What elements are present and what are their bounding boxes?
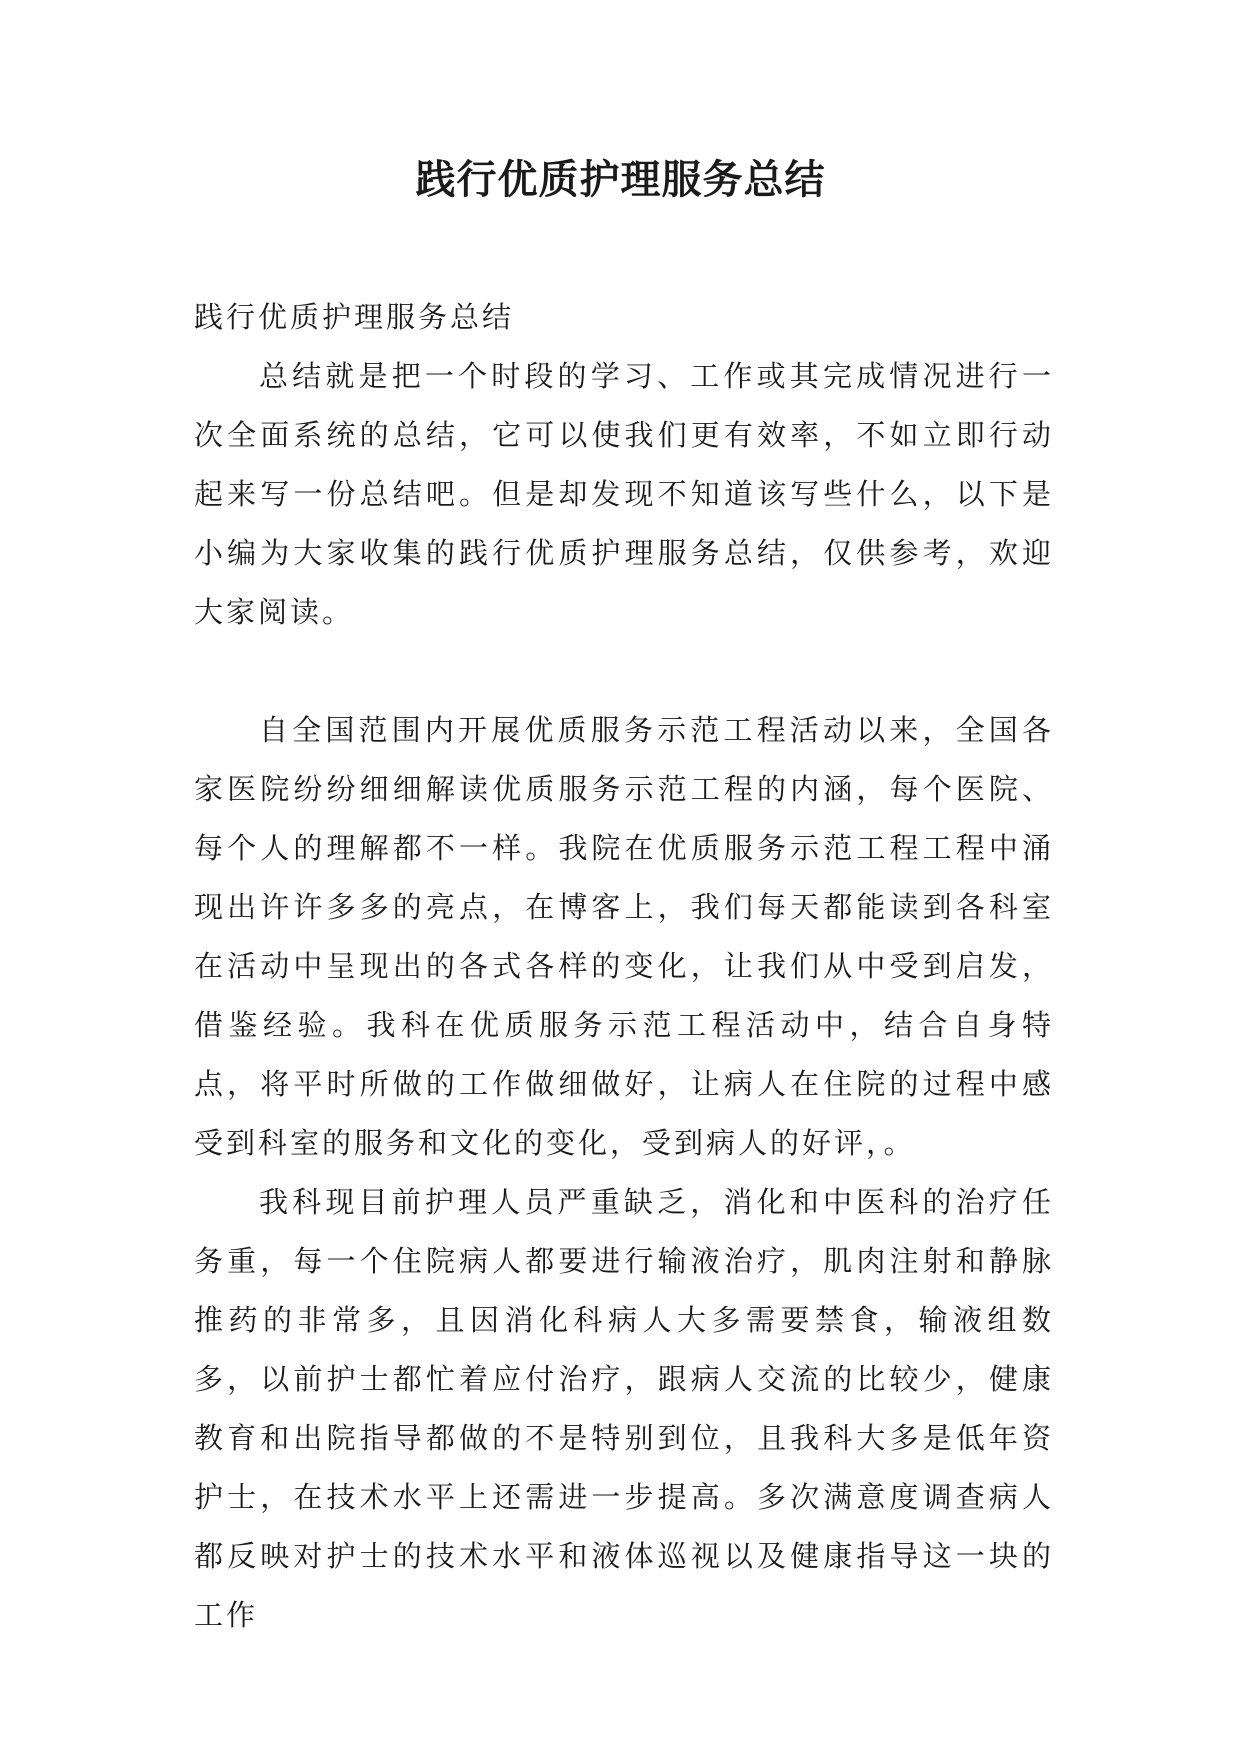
document-body xyxy=(194,288,1054,1645)
paragraph-gap xyxy=(194,642,1054,701)
paragraph-activity: 自全国范围内开展优质服务示范工程活动以来，全国各家医院纷纷细细解读优质服务示范工程的内涵，每个医院、每个人的理解都不一样。我院在优质服务示范工程工程中涌现出许许多多的亮点，在博客上，我们每天都能读到各科室在活动中呈现出的各式各样的变化，让我们从中受到启发，借鉴经验。我科在优质服务示范工程活动中，结合自身特点，将平时所做的工作做细做好，让病人在住院的过程中感受到科室的服务和文化的变化，受到病人的好评，。 xyxy=(194,713,1054,1160)
document-title: 践行优质护理服务总结 xyxy=(415,157,826,203)
document-subtitle: 践行优质护理服务总结 xyxy=(194,300,515,334)
paragraph-intro: 总结就是把一个时段的学习、工作或其完成情况进行一次全面系统的总结，它可以使我们更有效率，不如立即行动起来写一份总结吧。但是却发现不知道该写些什么，以下是小编为大家收集的践行优质护理服务总结，仅供参考，欢迎大家阅读。 xyxy=(194,359,1054,629)
paragraph-department: 我科现目前护理人员严重缺乏，消化和中医科的治疗任务重，每一个住院病人都要进行输液治疗，肌肉注射和静脉推药的非常多，且因消化科病人大多需要禁食，输液组数多，以前护士都忙着应付治疗，跟病人交流的比较少，健康教育和出院指导都做的不是特别到位，且我科大多是低年资护士，在技术水平上还需进一步提高。多次满意度调查病人都反映对护士的技术水平和液体巡视以及健康指导这一块的工作 xyxy=(194,1185,1054,1632)
